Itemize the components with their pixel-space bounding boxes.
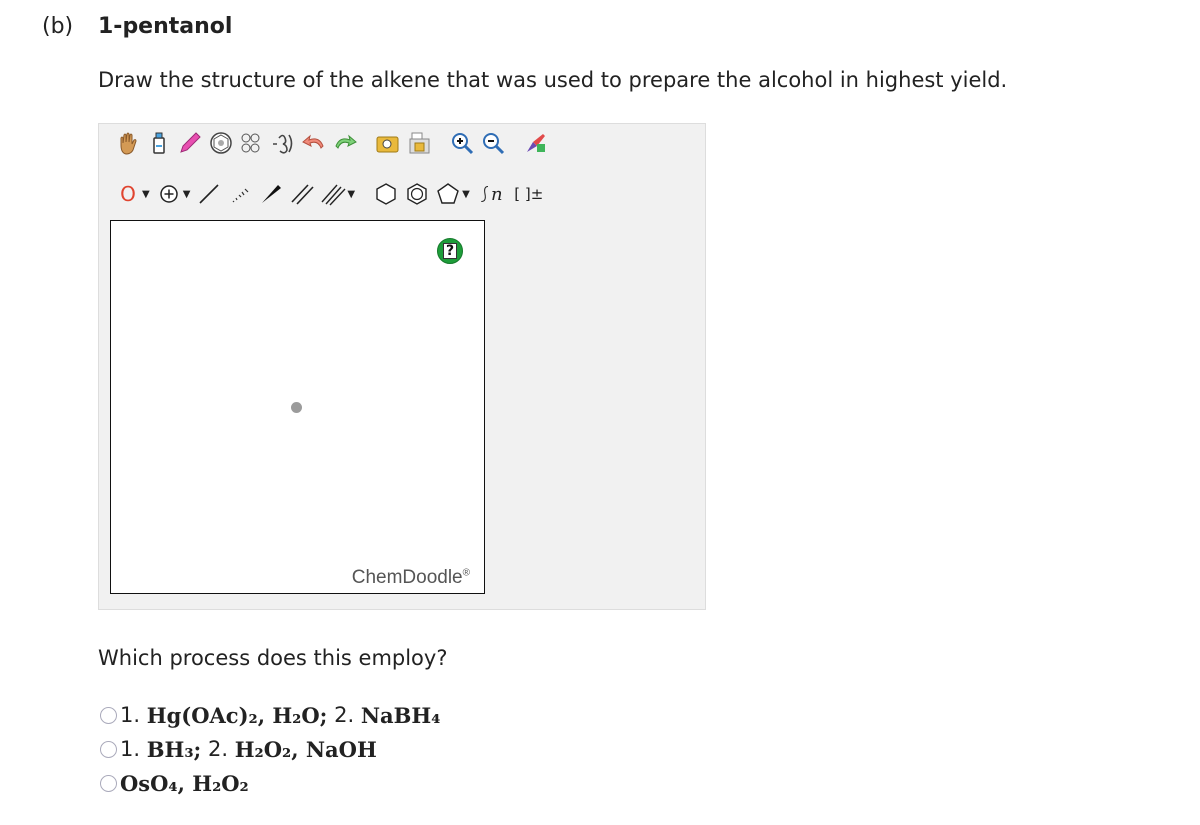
triple-bond-icon[interactable]	[318, 179, 348, 209]
undo-icon[interactable]	[299, 128, 329, 158]
bracket-label: [ ]±	[514, 185, 544, 203]
answer-options	[100, 698, 440, 800]
instruction-text: Draw the structure of the alkene that was used to prepare the alcohol in highest yield.	[98, 68, 1008, 92]
part-label: (b)	[42, 14, 74, 39]
hand-icon[interactable]	[113, 128, 143, 158]
radio-button[interactable]	[100, 707, 117, 724]
question-text: Which process does this employ?	[98, 646, 448, 670]
chevron-down-icon[interactable]: ▼	[462, 188, 470, 200]
radio-button[interactable]	[100, 741, 117, 758]
help-button[interactable]	[437, 238, 463, 264]
cleanup-icon[interactable]	[521, 128, 551, 158]
drawing-canvas[interactable]	[110, 220, 485, 594]
hashed-bond-icon[interactable]	[225, 179, 255, 209]
open-file-icon[interactable]	[373, 128, 403, 158]
ring-template-icon[interactable]	[206, 128, 236, 158]
toolbar-drawing	[113, 179, 550, 209]
zoom-out-icon[interactable]	[478, 128, 508, 158]
option-row[interactable]: 1. BH₃; 2. H₂O₂, NaOH	[100, 732, 440, 766]
eraser-bottle-icon[interactable]	[144, 128, 174, 158]
repeat-unit-button[interactable]	[474, 179, 508, 209]
canvas-cursor-dot	[291, 402, 302, 413]
zoom-in-icon[interactable]	[447, 128, 477, 158]
chevron-down-icon[interactable]: ▼	[347, 188, 356, 200]
toolbar-main	[113, 128, 552, 158]
atom-label: O	[120, 182, 136, 206]
wedge-bond-icon[interactable]	[256, 179, 286, 209]
save-file-icon[interactable]	[404, 128, 434, 158]
redo-icon[interactable]	[330, 128, 360, 158]
single-bond-icon[interactable]	[194, 179, 224, 209]
cyclopentane-icon[interactable]	[433, 179, 463, 209]
chain-template-icon[interactable]	[237, 128, 267, 158]
chain-tool-icon[interactable]	[268, 128, 298, 158]
chevron-down-icon[interactable]: ▼	[182, 188, 191, 200]
benzene-icon[interactable]	[402, 179, 432, 209]
radio-button[interactable]	[100, 775, 117, 792]
repeat-unit-label: n	[491, 183, 503, 205]
option-row[interactable]: OsO₄, H₂O₂	[100, 766, 440, 800]
chevron-down-icon[interactable]: ▼	[142, 188, 150, 200]
compound-name: 1-pentanol	[98, 14, 233, 39]
bracket-charge-button[interactable]	[509, 179, 549, 209]
double-bond-icon[interactable]	[287, 179, 317, 209]
charge-button[interactable]	[154, 179, 184, 209]
pencil-icon[interactable]	[175, 128, 205, 158]
chemdoodle-brand: ChemDoodle®	[351, 567, 470, 588]
cyclohexane-icon[interactable]	[371, 179, 401, 209]
help-label: ?	[443, 243, 457, 259]
option-row[interactable]: 1. Hg(OAc)₂, H₂O; 2. NaBH₄	[100, 698, 440, 732]
atom-label-button[interactable]	[113, 179, 143, 209]
